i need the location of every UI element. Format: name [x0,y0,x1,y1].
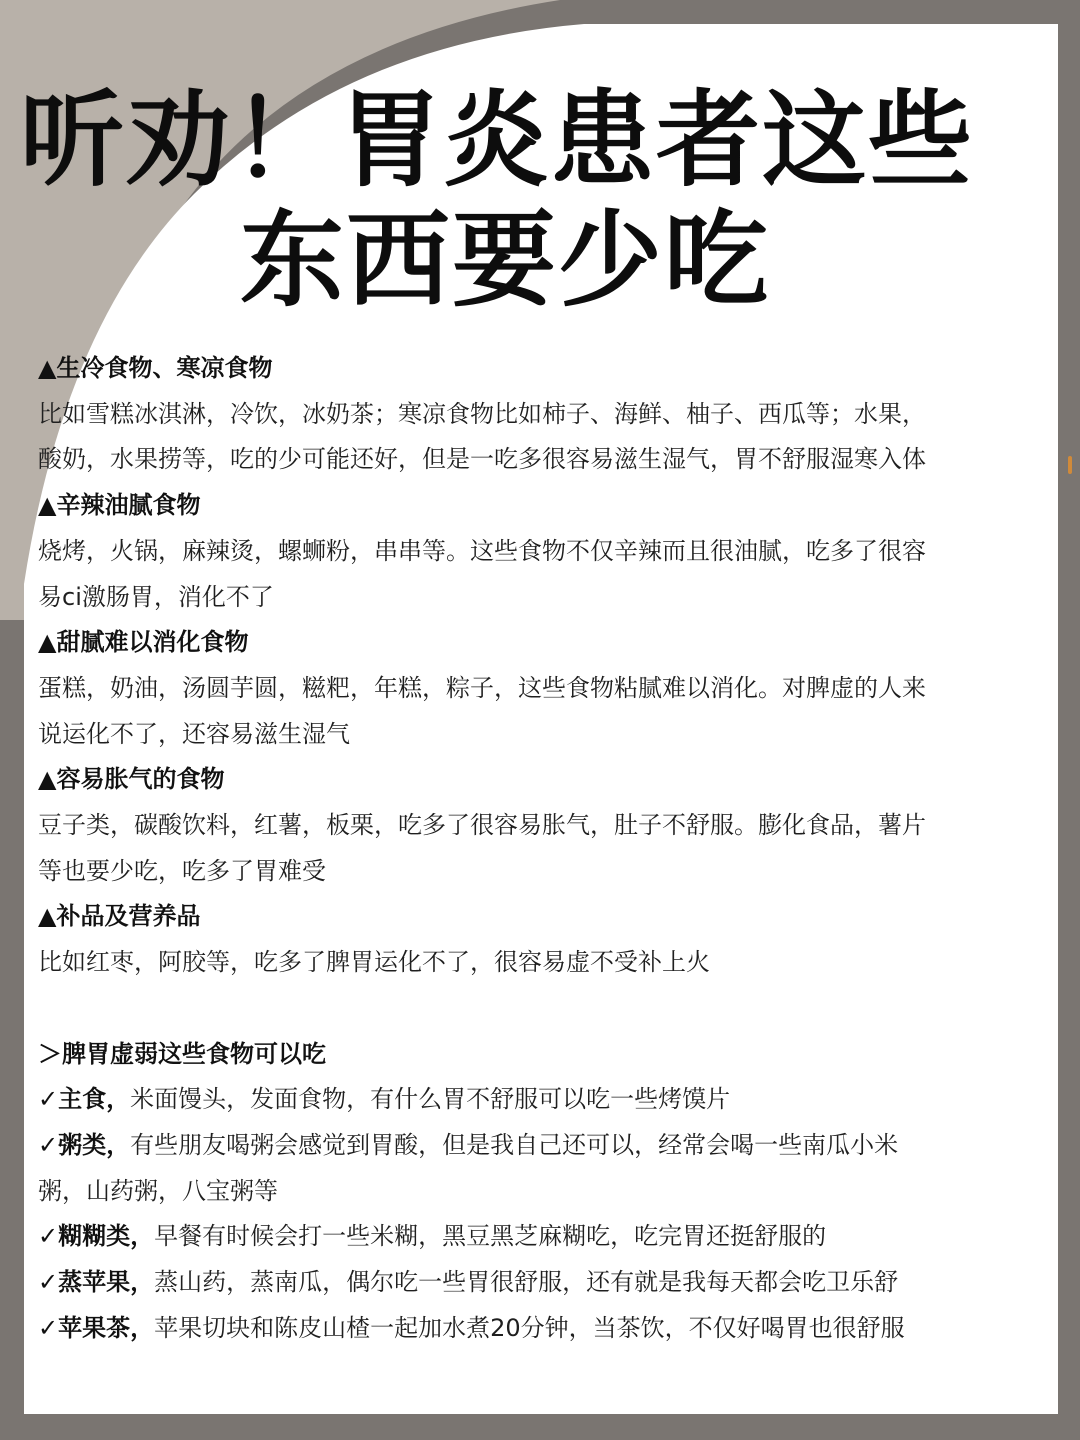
recommend-item-text: 早餐有时候会打一些米糊，黑豆黑芝麻糊吃，吃完胃还挺舒服的 [154,1222,827,1251]
recommend-item [38,1077,1038,1123]
edge-accent-mark [1068,456,1072,474]
section-recommended-food [38,1032,1038,1352]
recommend-item-text: 蒸山药，蒸南瓜，偶尔吃一些胃很舒服，还有就是我每天都会吃卫乐舒 [154,1268,899,1297]
page-title-line-2: 东西要少吃 [240,199,771,321]
spacer [38,986,1038,1032]
recommend-item-text: 有些朋友喝粥会感觉到胃酸，但是我自己还可以，经常会喝一些南瓜小米 [130,1130,899,1159]
section-sweet-food [38,620,1038,757]
section-heading: ▲甜腻难以消化食物 [38,628,249,657]
recommend-item-lead: ✓粥类， [38,1130,131,1159]
section-text: 比如红枣，阿胶等，吃多了脾胃运化不了，很容易虚不受补上火 [38,948,710,977]
recommend-item-continuation: 粥，山药粥，八宝粥等 [38,1176,278,1205]
section-supplements [38,894,1038,985]
recommend-item-lead: ✓蒸苹果， [38,1268,155,1297]
section-heading: ▲补品及营养品 [38,902,201,931]
section-heading: ▲生冷食物、寒凉食物 [38,354,273,382]
section-text: 烧烤，火锅，麻辣烫，螺蛳粉，串串等。这些食物不仅辛辣而且很油腻，吃多了很容 [38,536,926,565]
recommend-item-text: 苹果切块和陈皮山楂一起加水煮20分钟，当茶饮，不仅好喝胃也很舒服 [154,1313,905,1342]
section-text: 豆子类，碳酸饮料，红薯，板栗，吃多了很容易胀气，肚子不舒服。膨化食品，薯片 [38,811,926,840]
article-body [38,346,1038,1351]
section-text: 蛋糕，奶油，汤圆芋圆，糍粑，年糕，粽子，这些食物粘腻难以消化。对脾虚的人来 [38,673,926,702]
recommend-item [38,1306,1038,1352]
section-text: 易ci激肠胃，消化不了 [38,582,274,611]
recommend-item [38,1260,1038,1306]
recommend-item-lead: ✓苹果茶， [38,1313,155,1342]
section-text: 酸奶，水果捞等，吃的少可能还好，但是一吃多很容易滋生湿气，胃不舒服湿寒入体 [38,445,926,474]
recommend-item-lead: ✓糊糊类， [38,1222,155,1251]
recommend-item [38,1123,1038,1169]
section-cold-food [38,346,1038,483]
section-heading: ▲容易胀气的食物 [38,765,225,794]
section-text: 比如雪糕冰淇淋，冷饮，冰奶茶；寒凉食物比如柿子、海鲜、柚子、西瓜等；水果， [38,399,926,428]
recommend-item-lead: ✓主食， [38,1085,131,1114]
recommend-item [38,1214,1038,1260]
section-gas-food [38,757,1038,894]
section-spicy-food [38,483,1038,620]
page-title-line-1: 听劝！胃炎患者这些 [20,79,975,201]
recommend-item-text: 米面馒头，发面食物，有什么胃不舒服可以吃一些烤馍片 [130,1085,731,1114]
section-text: 说运化不了，还容易滋生湿气 [38,719,350,748]
recommend-heading: ＞脾胃虚弱这些食物可以吃 [38,1039,326,1068]
section-heading: ▲辛辣油腻食物 [38,491,201,520]
section-text: 等也要少吃，吃多了胃难受 [38,856,326,885]
